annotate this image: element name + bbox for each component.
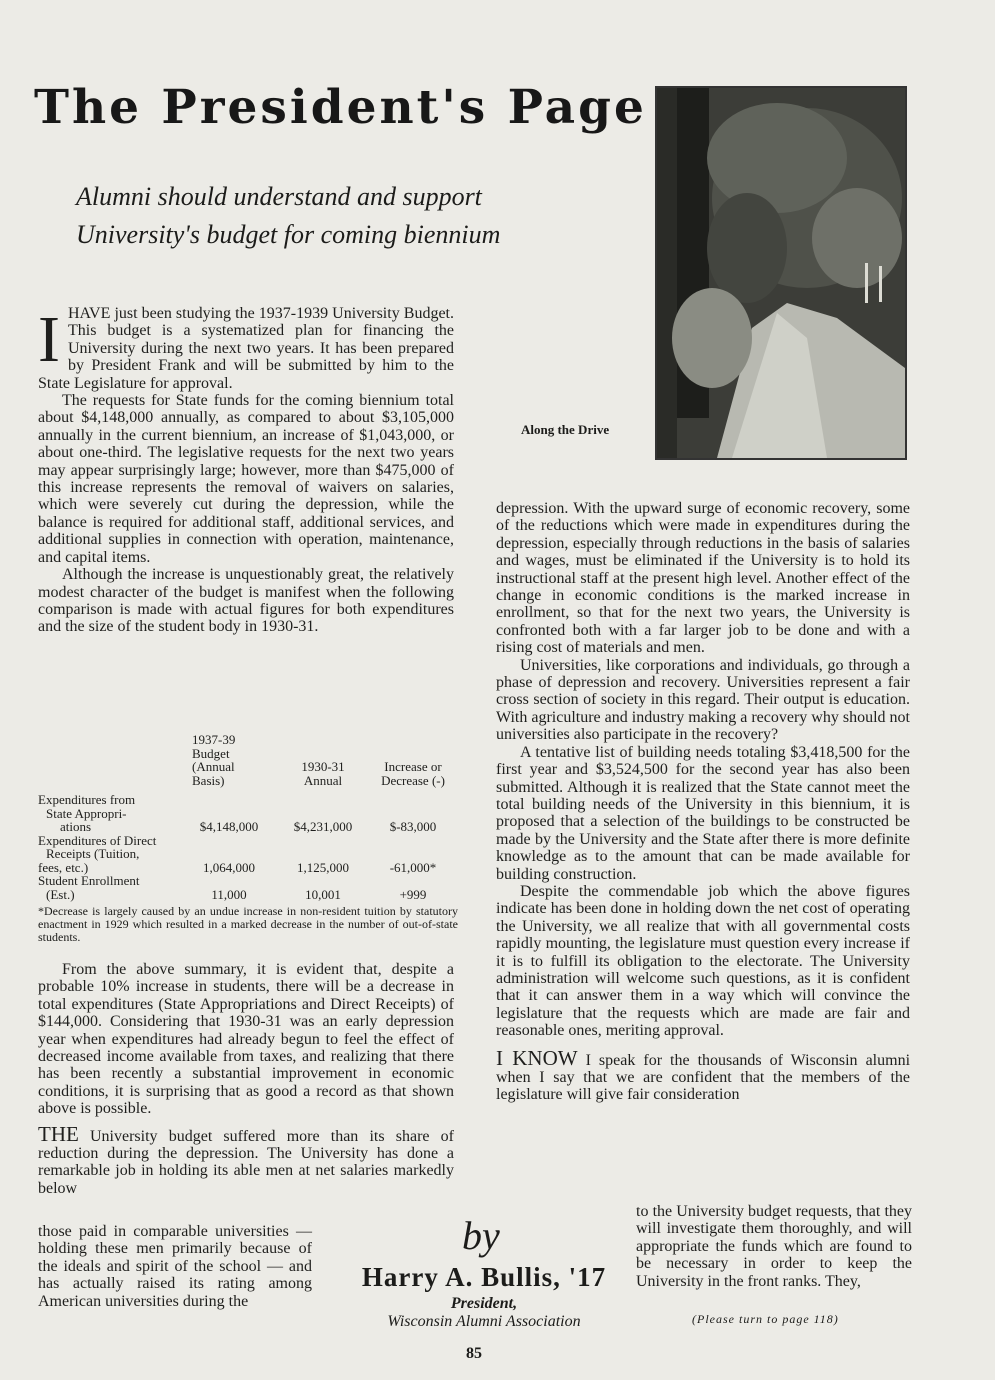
- paragraph-reduction-cont: those paid in comparable universities — holding these men primarily because of the ideals and spirit of the school — and has actually raised its rating among American universities during the: [38, 1223, 312, 1310]
- page-title: The President's Page: [34, 80, 647, 135]
- column-header-budget: 1937-39 Budget (Annual Basis): [192, 732, 236, 788]
- author-title: President,: [450, 1295, 518, 1312]
- table-footnote: *Decrease is largely caused by an undue increase in non-resident tuition by statutory enactment in 1929 which resulted in a marked decrease in the number of out-of-state students.: [38, 904, 458, 944]
- paragraph-comparison: Although the increase is unquestionably great, the relatively modest character of the budget is manifest when the following comparison is made with actual figures for both expenditures and the size of the student body in 1930-31.: [38, 566, 454, 636]
- cell-budget: $4,148,000: [199, 819, 259, 834]
- subtitle-line-1: Alumni should understand and support: [76, 182, 482, 211]
- cell-change: $-83,000: [389, 819, 437, 834]
- table-row: [38, 793, 458, 834]
- table-row: [38, 874, 458, 901]
- byline: by: [462, 1213, 500, 1258]
- paragraph-closing: I KNOW I speak for the thousands of Wisconsin alumni when I say that we are confident that the members of the legislature will give fair consideration: [496, 1045, 911, 1104]
- row-label: Expenditures of Direct Receipts (Tuition, fees, etc.): [38, 832, 157, 875]
- author-association: Wisconsin Alumni Association: [387, 1313, 581, 1330]
- cell-annual: 10,001: [305, 886, 341, 902]
- cell-change: +999: [399, 886, 427, 902]
- cell-annual: 1,125,000: [297, 859, 349, 875]
- left-column-narrow: [38, 1223, 312, 1310]
- column-header-change: Increase or Decrease (-): [381, 759, 445, 788]
- author-name: Harry A. Bullis, '17: [361, 1262, 607, 1292]
- paragraph-commendable: Despite the commendable job which the above figures indicate has been done in holding down the net cost of operating the University, we all realize that with all governmental costs rapidly mounting, the legislature must question every increase if it is to fulfill its obligation to the electorate. The University administration will welcome such questions, as it is confident that it can answer them in a way which will convince the legislature that the requests which are made are fair and reasonable ones, meriting approval.: [496, 882, 910, 1040]
- paragraph-closing-cont: to the University budget requests, that they will investigate them thoroughly, and will appropriate the funds which are found to be necessary in order to keep the University in the front ranks. They,: [636, 1203, 912, 1290]
- paragraph-universities: Universities, like corporations and individuals, go through a phase of depression and recovery. Universities represent a fair cross section of society in this regard. Their output is education. With agriculture and industry making a recovery why should not universities also participate in the recovery?: [496, 656, 910, 744]
- cell-change: -61,000*: [389, 859, 437, 875]
- cell-budget: 11,000: [211, 886, 247, 902]
- subtitle: [76, 178, 596, 254]
- page-number: 85: [466, 1345, 482, 1362]
- paragraph-buildings: A tentative list of building needs totaling $3,418,500 for the first year and $3,524,500 for the second year has also been submitted. Although it is realized that the State cannot meet the total building needs of the University in this biennium, it is proposed that a selection of the buildings to be constructed be made by the University and the State after there is more definite knowledge as to the amount that can be made available for building construction.: [496, 743, 910, 883]
- paragraph-requests: The requests for State funds for the coming biennium total about $4,148,000 annually, as compared to about $3,105,000 annually in the current biennium, an increase of $1,043,000, or about one-third. The legislative requests for the next two years may appear surprisingly large; however, more than $475,000 of this increase represents the removal of waivers on salaries, which were severely cut during the depression, while the balance is required for additional staff, additional services, and additional supplies in connection with operation, maintenance, and capital items.: [38, 392, 454, 566]
- column-header-annual: 1930-31 Annual: [301, 759, 345, 788]
- left-column-bottom: [38, 961, 454, 1197]
- table-row: [38, 834, 458, 875]
- lead-caps: I KNOW: [496, 1045, 578, 1070]
- lead-caps: THE: [38, 1121, 79, 1146]
- drive-photo: [655, 86, 907, 460]
- right-column-narrow: [636, 1203, 912, 1290]
- road-photo-image: [657, 88, 905, 458]
- paragraph-recovery: depression. With the upward surge of economic recovery, some of the reductions which were made in expenditures during the depression, especially through reductions in the basis of salaries and wages, must be eliminated if the University is to hold its instructional staff at the present high level. Another effect of the change in economic conditions is the marked increase in enrollment, so that for the next two years, the University is confronted both with a far larger job to be done and with a rising cost of materials and men.: [496, 500, 910, 657]
- row-label: Student Enrollment (Est.): [38, 873, 140, 902]
- paragraph-reduction: THE University budget suffered more than its share of reduction during the depression. The University has done a remarkable job in holding its able men at net salaries markedly below: [38, 1121, 455, 1197]
- left-column-top: [38, 305, 454, 636]
- subtitle-line-2: University's budget for coming biennium: [76, 220, 501, 249]
- paragraph-intro: [38, 305, 454, 392]
- right-column: [496, 500, 910, 1104]
- signature-block: [354, 1262, 614, 1331]
- budget-table: [38, 733, 458, 901]
- paragraph-intro-text: HAVE just been studying the 1937-1939 University Budget. This budget is a systematized plan for financing the University during the next two years. It has been prepared by President Frank and will be submitted by him to the State Legislature for approval.: [38, 305, 454, 392]
- table-header-row: [38, 733, 458, 787]
- paragraph-summary: From the above summary, it is evident that, despite a probable 10% increase in students, there will be a decrease in total expenditures (State Appropriations and Direct Receipts) of $144,000. Considering that 1930-31 was an early depression year when expenditures had already begun to feel the effect of decreased income available from taxes, and realizing that there has been recently a substantial improvement in economic conditions, it is surprising that as good a record as that shown above is possible.: [38, 961, 454, 1118]
- row-label: Expenditures from State Appropri- ations: [38, 792, 136, 834]
- photo-caption: Along the Drive: [521, 422, 610, 437]
- cell-budget: 1,064,000: [203, 859, 255, 875]
- cell-annual: $4,231,000: [293, 819, 353, 834]
- drop-cap: I: [38, 303, 60, 376]
- continuation-note: (Please turn to page 118): [692, 1312, 839, 1326]
